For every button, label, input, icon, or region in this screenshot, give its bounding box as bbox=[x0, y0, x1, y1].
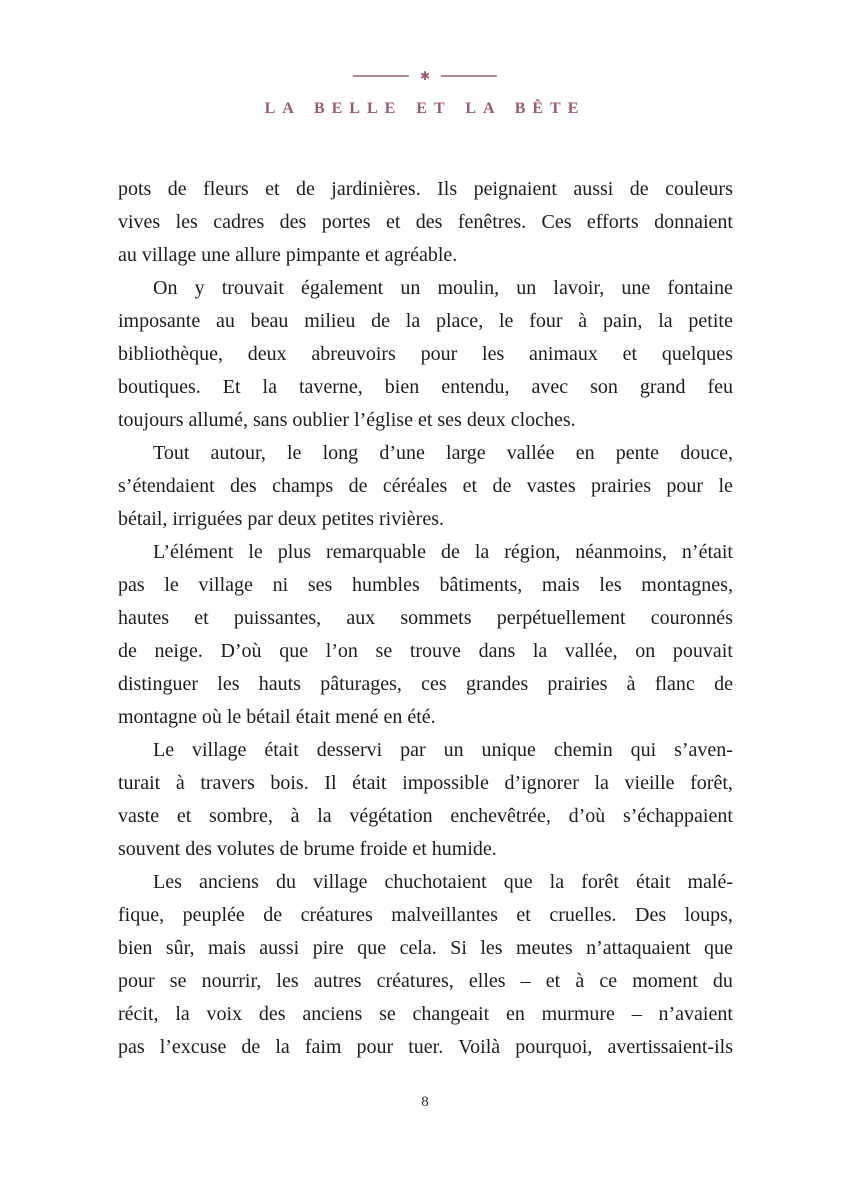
text-line: Les anciens du village chuchotaient que la forêt était malé- bbox=[153, 871, 733, 893]
text-line: turait à travers bois. Il était impossible d’ignorer la vieille forêt, bbox=[118, 772, 733, 794]
text-line: vaste et sombre, à la végétation enchevêtrée, d’où s’échappaient bbox=[118, 805, 733, 827]
asterisk-ornament-icon: ✱ bbox=[419, 69, 431, 83]
text-line: bibliothèque, deux abreuvoirs pour les animaux et quelques bbox=[118, 343, 733, 365]
text-line: toujours allumé, sans oublier l’église et ses deux cloches. bbox=[118, 409, 576, 431]
text-line: montagne où le bétail était mené en été. bbox=[118, 706, 436, 728]
text-line: L’élément le plus remarquable de la région, néanmoins, n’était bbox=[153, 541, 733, 563]
paragraph bbox=[118, 734, 733, 866]
paragraph bbox=[118, 866, 733, 1064]
text-line: pots de fleurs et de jardinières. Ils peignaient aussi de couleurs bbox=[118, 178, 733, 200]
text-line: fique, peuplée de créatures malveillantes et cruelles. Des loups, bbox=[118, 904, 733, 926]
text-line: de neige. D’où que l’on se trouve dans la vallée, on pouvait bbox=[118, 640, 733, 662]
text-line: On y trouvait également un moulin, un lavoir, une fontaine bbox=[153, 277, 733, 299]
text-line: pas le village ni ses humbles bâtiments, mais les montagnes, bbox=[118, 574, 733, 596]
text-line: distinguer les hauts pâturages, ces grandes prairies à flanc de bbox=[118, 673, 733, 695]
text-line: boutiques. Et la taverne, bien entendu, avec son grand feu bbox=[118, 376, 733, 398]
paragraph bbox=[118, 272, 733, 437]
text-line: bétail, irriguées par deux petites rivières. bbox=[118, 508, 444, 530]
text-line: bien sûr, mais aussi pire que cela. Si les meutes n’attaquaient que bbox=[118, 937, 733, 959]
text-line: récit, la voix des anciens se changeait en murmure – n’avaient bbox=[118, 1003, 733, 1025]
paragraph bbox=[118, 173, 733, 272]
body-text bbox=[118, 173, 733, 1064]
text-line: pas l’excuse de la faim pour tuer. Voilà pourquoi, avertissaient-ils bbox=[118, 1036, 733, 1058]
text-line: hautes et puissantes, aux sommets perpétuellement couronnés bbox=[118, 607, 733, 629]
ornament-rule-right bbox=[441, 75, 497, 77]
page-number: 8 bbox=[421, 1094, 429, 1110]
paragraph bbox=[118, 536, 733, 734]
chapter-title: LA BELLE ET LA BÊTE bbox=[264, 100, 586, 117]
header-ornament bbox=[0, 68, 850, 84]
text-line: au village une allure pimpante et agréable. bbox=[118, 244, 458, 266]
text-line: s’étendaient des champs de céréales et de vastes prairies pour le bbox=[118, 475, 733, 497]
text-line: souvent des volutes de brume froide et humide. bbox=[118, 838, 497, 860]
text-line: imposante au beau milieu de la place, le four à pain, la petite bbox=[118, 310, 733, 332]
text-line: pour se nourrir, les autres créatures, elles – et à ce moment du bbox=[118, 970, 733, 992]
text-line: vives les cadres des portes et des fenêtres. Ces efforts donnaient bbox=[118, 211, 733, 233]
paragraph bbox=[118, 437, 733, 536]
text-line: Tout autour, le long d’une large vallée en pente douce, bbox=[153, 442, 733, 464]
text-line: Le village était desservi par un unique chemin qui s’aven- bbox=[153, 739, 733, 761]
ornament-rule-left bbox=[353, 75, 409, 77]
